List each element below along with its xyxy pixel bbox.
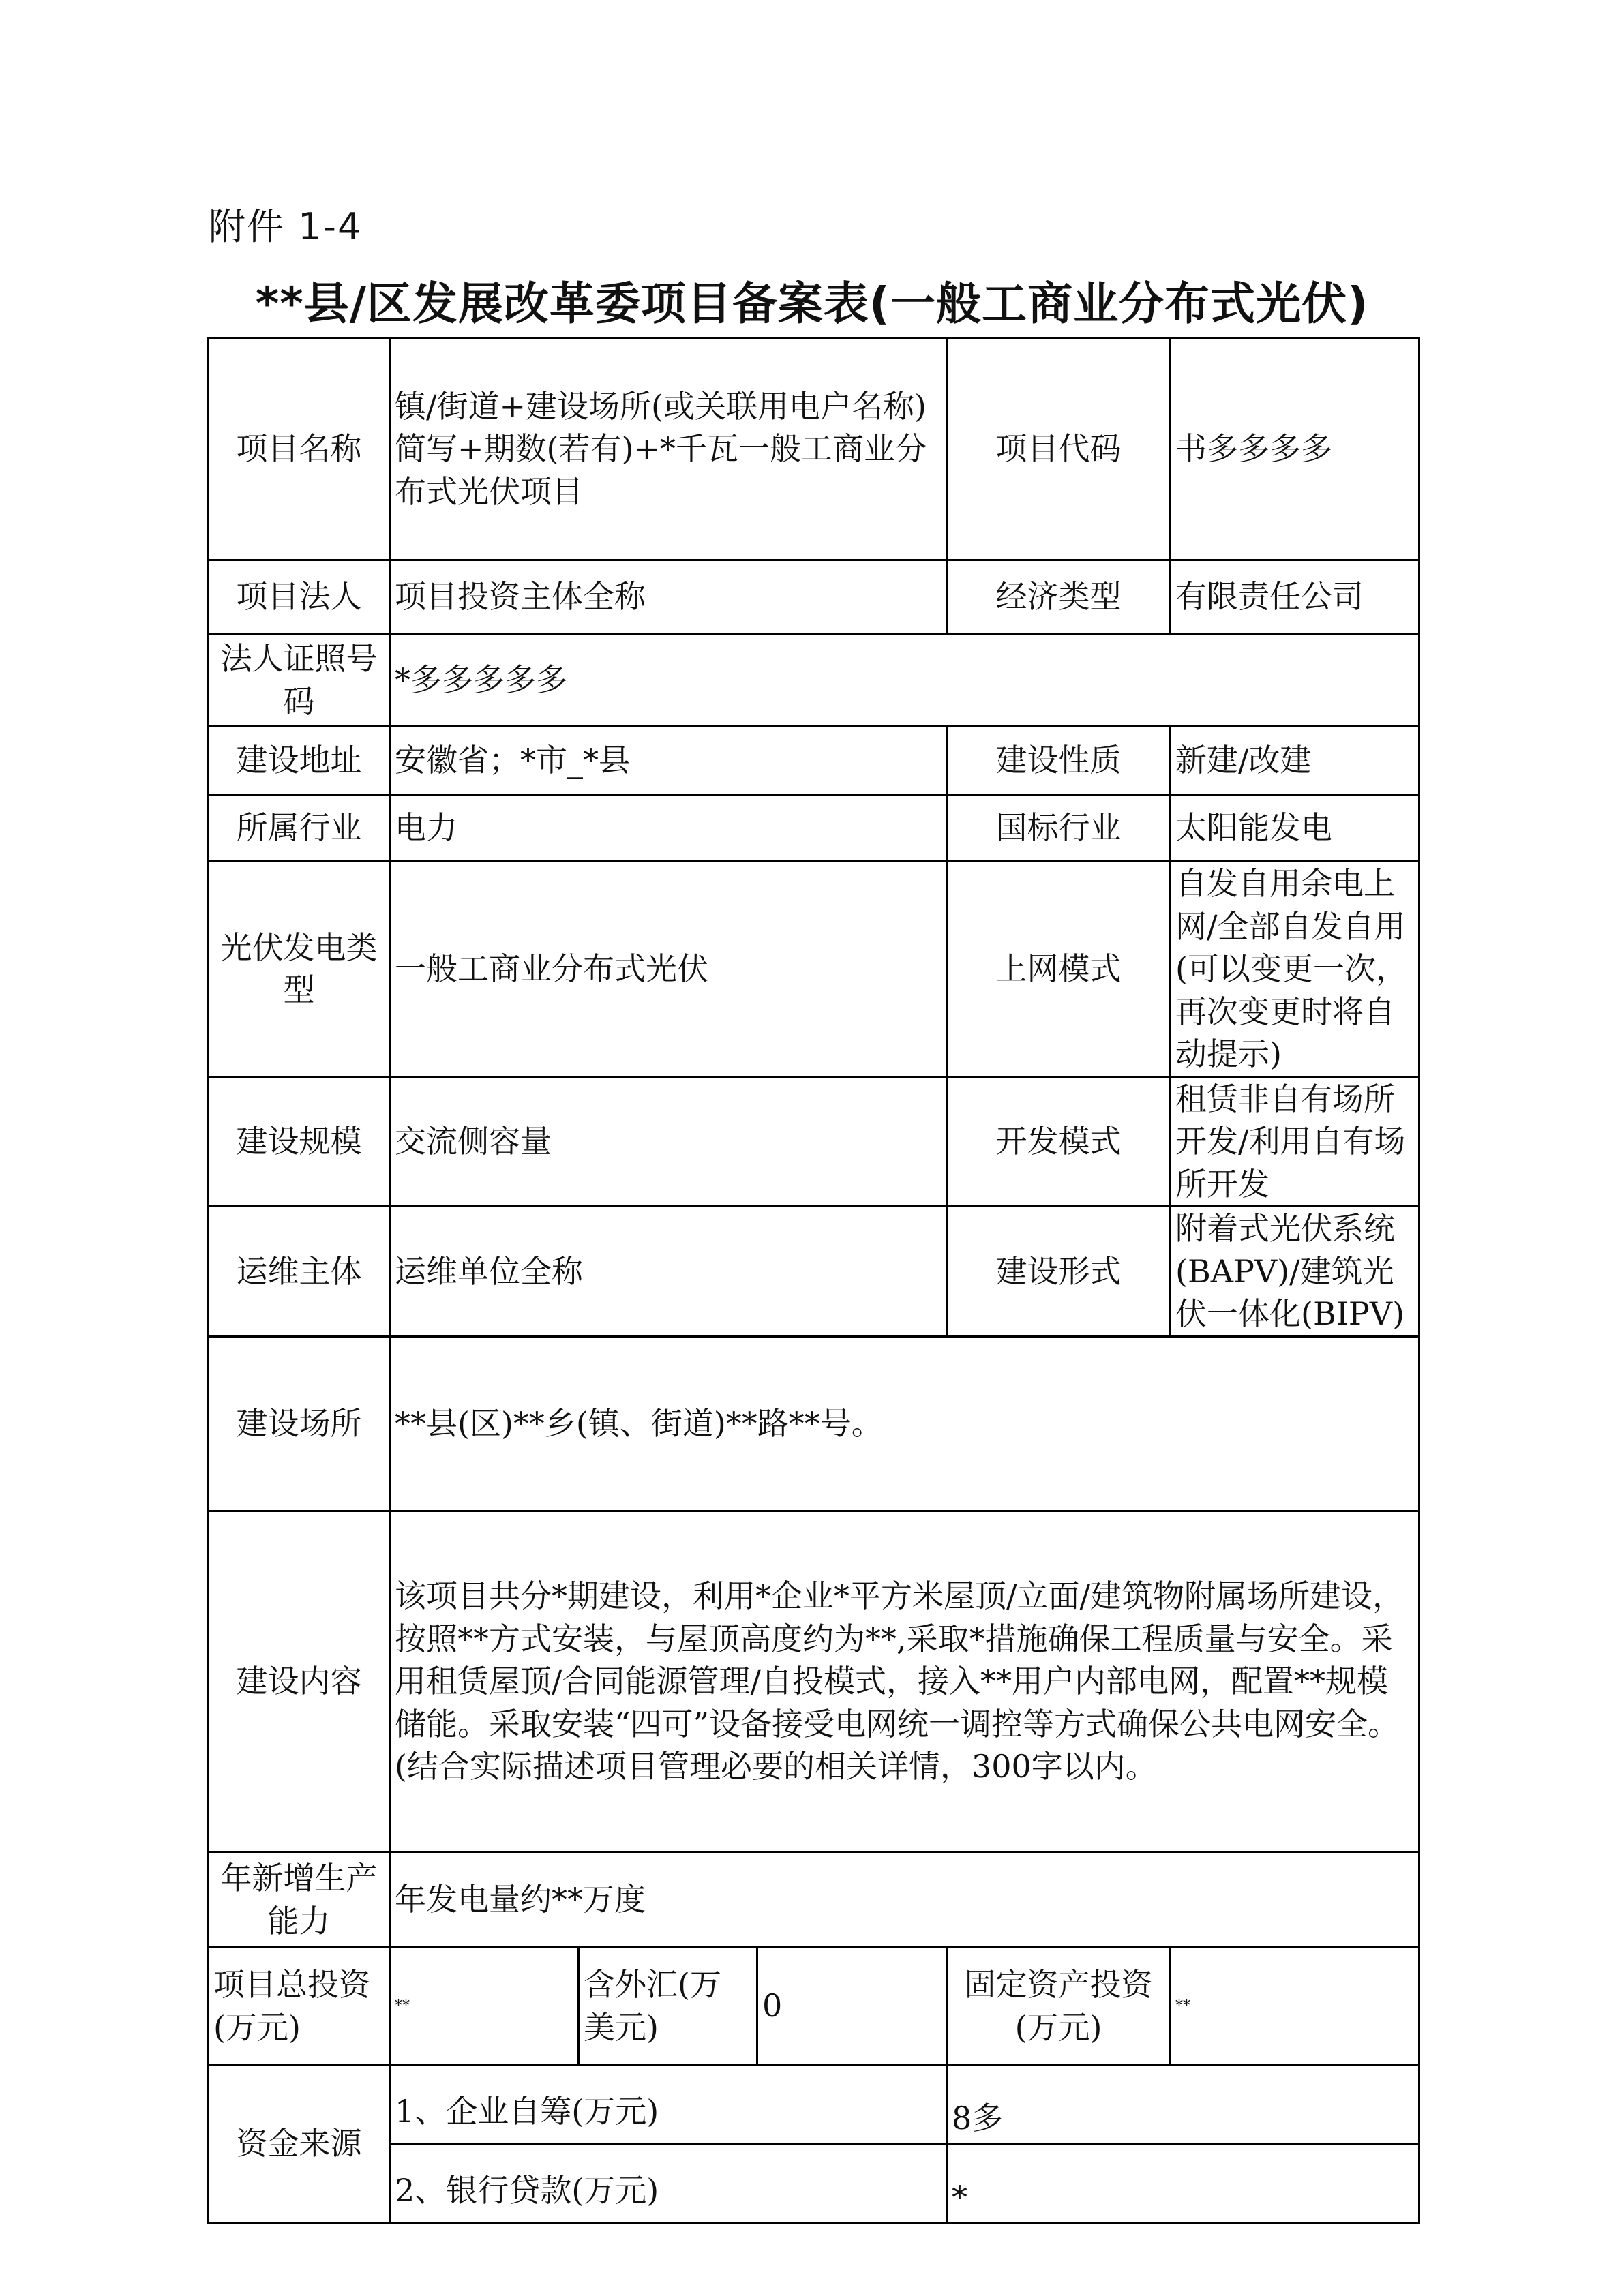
bank-loan-value: * [947, 2144, 1419, 2223]
filing-table [207, 337, 1420, 2224]
forex-label: 含外汇(万美元) [579, 1948, 757, 2065]
fixed-invest-value: ** [1171, 1948, 1419, 2065]
table-row [209, 1076, 1419, 1207]
fixed-invest-label: 固定资产投资(万元) [947, 1948, 1171, 2065]
table-row [209, 338, 1419, 560]
site-label: 建设场所 [209, 1337, 390, 1511]
form-label: 建设形式 [947, 1207, 1171, 1337]
bank-loan-label: 2、银行贷款(万元) [390, 2144, 947, 2223]
license-no-label: 法人证照号码 [209, 634, 390, 727]
economic-type-label: 经济类型 [947, 560, 1171, 634]
project-name-label: 项目名称 [209, 338, 390, 560]
table-row [209, 1511, 1419, 1852]
license-no-value: *多多多多多 [390, 634, 1419, 727]
table-row [209, 795, 1419, 862]
pv-type-value: 一般工商业分布式光伏 [390, 862, 947, 1077]
attachment-number: 附件 1-4 [209, 205, 363, 248]
scale-label: 建设规模 [209, 1076, 390, 1207]
self-fund-value: 8多 [947, 2065, 1419, 2144]
table-row [209, 1852, 1419, 1948]
national-industry-value: 太阳能发电 [1171, 795, 1419, 862]
economic-type-value: 有限责任公司 [1171, 560, 1419, 634]
legal-person-value: 项目投资主体全称 [390, 560, 947, 634]
project-code-label: 项目代码 [947, 338, 1171, 560]
address-value: 安徽省；*市_*县 [390, 727, 947, 795]
dev-mode-label: 开发模式 [947, 1076, 1171, 1207]
content-label: 建设内容 [209, 1511, 390, 1852]
pv-type-label: 光伏发电类型 [209, 862, 390, 1077]
table-row [209, 2144, 1419, 2223]
table-row [209, 1337, 1419, 1511]
project-name-value: 镇/街道+建设场所(或关联用电户名称)简写+期数(若有)+*千瓦一般工商业分布式光伏项目 [390, 338, 947, 560]
dev-mode-value: 租赁非自有场所开发/利用自有场所开发 [1171, 1076, 1419, 1207]
grid-mode-label: 上网模式 [947, 862, 1171, 1077]
national-industry-label: 国标行业 [947, 795, 1171, 862]
capacity-value: 年发电量约**万度 [390, 1852, 1419, 1948]
total-invest-label: 项目总投资(万元) [209, 1948, 390, 2065]
table-row [209, 2065, 1419, 2144]
scale-value: 交流侧容量 [390, 1076, 947, 1207]
form-title: **县/区发展改革委项目备案表(一般工商业分布式光伏) [255, 277, 1369, 330]
content-value: 该项目共分*期建设，利用*企业*平方米屋顶/立面/建筑物附属场所建设，按照**方式安装，与屋顶高度约为**,采取*措施确保工程质量与安全。采用租赁屋顶/合同能源管理/自投模式，接入**用户内部电网，配置**规模储能。采取安装“四可”设备接受电网统一调控等方式确保公共电网安全。(结合实际描述项目管理必要的相关详情，300字以内。 [390, 1511, 1419, 1852]
table-row [209, 634, 1419, 727]
table-row [209, 727, 1419, 795]
table-row [209, 1207, 1419, 1337]
nature-value: 新建/改建 [1171, 727, 1419, 795]
site-value: **县(区)**乡(镇、街道)**路**号。 [390, 1337, 1419, 1511]
table-row [209, 560, 1419, 634]
grid-mode-value: 自发自用余电上网/全部自发自用(可以变更一次，再次变更时将自动提示) [1171, 862, 1419, 1077]
form-value: 附着式光伏系统(BAPV)/建筑光伏一体化(BIPV) [1171, 1207, 1419, 1337]
funding-label: 资金来源 [209, 2065, 390, 2223]
legal-person-label: 项目法人 [209, 560, 390, 634]
forex-value: 0 [757, 1948, 947, 2065]
industry-label: 所属行业 [209, 795, 390, 862]
address-label: 建设地址 [209, 727, 390, 795]
self-fund-label: 1、企业自筹(万元) [390, 2065, 947, 2144]
total-invest-value: ** [390, 1948, 579, 2065]
industry-value: 电力 [390, 795, 947, 862]
nature-label: 建设性质 [947, 727, 1171, 795]
operator-value: 运维单位全称 [390, 1207, 947, 1337]
table-row [209, 1948, 1419, 2065]
project-code-value: 书多多多多 [1171, 338, 1419, 560]
capacity-label: 年新增生产能力 [209, 1852, 390, 1948]
operator-label: 运维主体 [209, 1207, 390, 1337]
table-row [209, 862, 1419, 1077]
